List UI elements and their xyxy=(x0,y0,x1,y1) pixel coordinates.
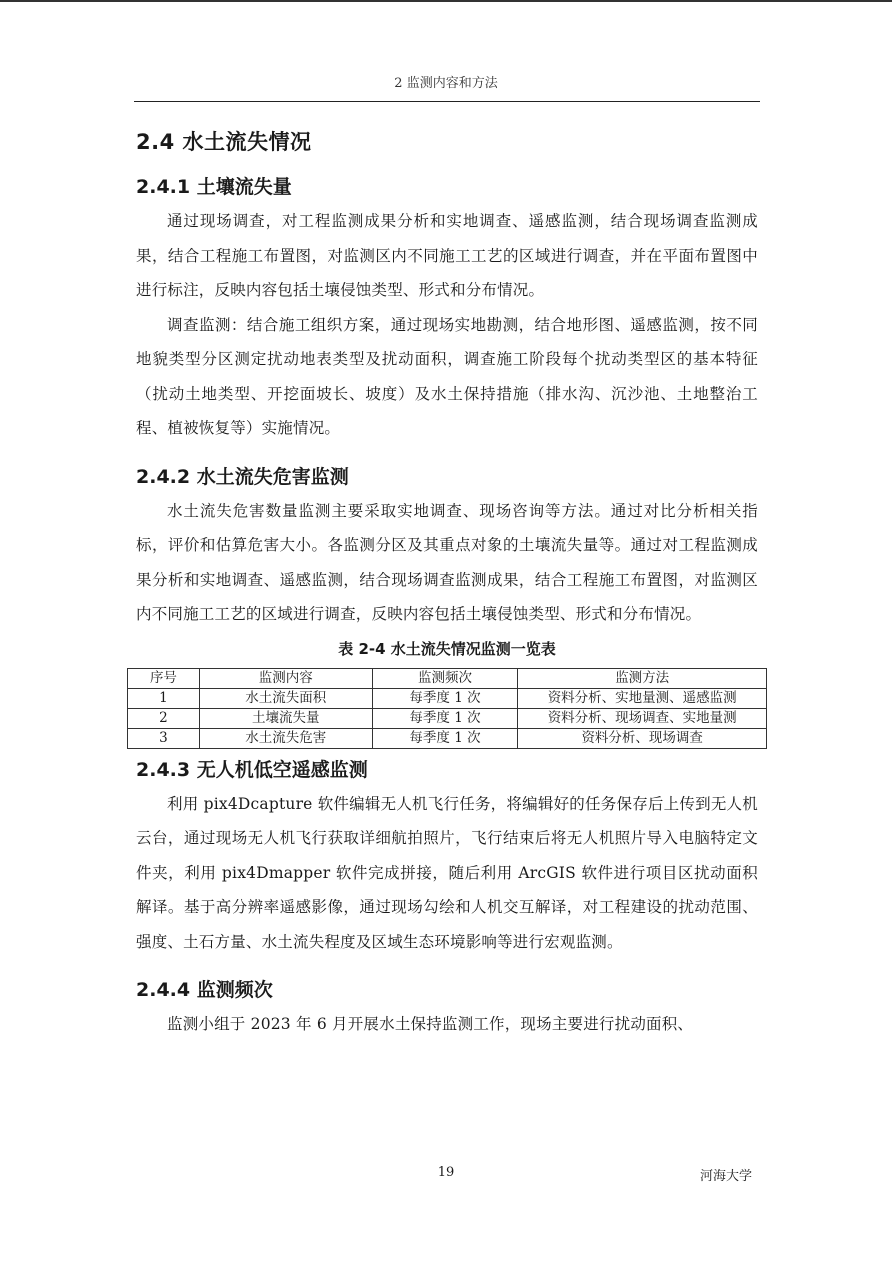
running-header: 2 监测内容和方法 xyxy=(394,76,498,91)
footer-organization: 河海大学 xyxy=(700,1169,753,1184)
table-cell: 每季度 1 次 xyxy=(372,688,518,708)
section-heading-2-4-1: 2.4.1 土壤流失量 xyxy=(136,176,292,198)
table-cell: 每季度 1 次 xyxy=(372,708,518,728)
header-rule xyxy=(134,101,760,102)
table-caption: 表 2-4 水土流失情况监测一览表 xyxy=(338,639,556,658)
table-cell: 资料分析、实地量测、遥感监测 xyxy=(518,688,767,708)
paragraph: 监测小组于 2023 年 6 月开展水土保持监测工作，现场主要进行扰动面积、 xyxy=(167,1015,694,1033)
table-cell: 每季度 1 次 xyxy=(372,728,518,748)
paragraph: 通过现场调查，对工程监测成果分析和实地调查、遥感监测，结合现场调查监测成果，结合工程施工布置图，对监测区内不同施工工艺的区域进行调查，并在平面布置图中进行标注，反映内容包括土壤侵蚀类型、形式和分布情况。 xyxy=(136,212,758,299)
section-heading-2-4-2: 2.4.2 水土流失危害监测 xyxy=(136,465,349,488)
paragraph: 利用 pix4Dcapture 软件编辑无人机飞行任务，将编辑好的任务保存后上传到无人机云台，通过现场无人机飞行获取详细航拍照片，飞行结束后将无人机照片导入电脑特定文件夹，利用 pix4Dmapper 软件完成拼接，随后利用 ArcGIS 软件进行项目区扰动面积解译。基于高分辨率遥感影像，通过现场勾绘和人机交互解译，对工程建设的扰动范围、强度、土石方量、水土流失程度及区域生态环境影响等进行宏观监测。 xyxy=(136,794,758,951)
table-cell: 水土流失面积 xyxy=(199,688,372,708)
table-cell: 3 xyxy=(128,728,200,748)
page-number: 19 xyxy=(437,1165,455,1180)
page-top-border xyxy=(0,0,892,2)
section-heading-2-4-3: 2.4.3 无人机低空遥感监测 xyxy=(136,758,368,781)
table-cell: 1 xyxy=(128,688,200,708)
table-header-cell: 监测方法 xyxy=(518,668,767,688)
table-row xyxy=(128,708,767,728)
table-cell: 土壤流失量 xyxy=(199,708,372,728)
table-header-row xyxy=(128,668,767,688)
section-heading-2-4-4: 2.4.4 监测频次 xyxy=(136,979,273,1001)
table-cell: 2 xyxy=(128,708,200,728)
table-row xyxy=(128,728,767,748)
table-cell: 水土流失危害 xyxy=(199,728,372,748)
table-cell: 资料分析、现场调查、实地量测 xyxy=(518,708,767,728)
table-cell: 资料分析、现场调查 xyxy=(518,728,767,748)
section-heading-2-4: 2.4 水土流失情况 xyxy=(136,130,312,154)
table-header-cell: 序号 xyxy=(128,668,200,688)
paragraph: 水土流失危害数量监测主要采取实地调查、现场咨询等方法。通过对比分析相关指标，评价和估算危害大小。各监测分区及其重点对象的土壤流失量等。通过对工程监测成果分析和实地调查、遥感监测，结合现场调查监测成果，结合工程施工布置图，对监测区内不同施工工艺的区域进行调查，反映内容包括土壤侵蚀类型、形式和分布情况。 xyxy=(136,501,758,623)
page-content xyxy=(136,120,758,1042)
monitoring-table xyxy=(127,668,767,749)
table-row xyxy=(128,688,767,708)
table-header-cell: 监测内容 xyxy=(199,668,372,688)
paragraph: 调查监测：结合施工组织方案，通过现场实地勘测，结合地形图、遥感监测，按不同地貌类型分区测定扰动地表类型及扰动面积，调查施工阶段每个扰动类型区的基本特征（扰动土地类型、开挖面坡长、坡度）及水土保持措施（排水沟、沉沙池、土地整治工程、植被恢复等）实施情况。 xyxy=(136,315,758,437)
table-header-cell: 监测频次 xyxy=(372,668,518,688)
